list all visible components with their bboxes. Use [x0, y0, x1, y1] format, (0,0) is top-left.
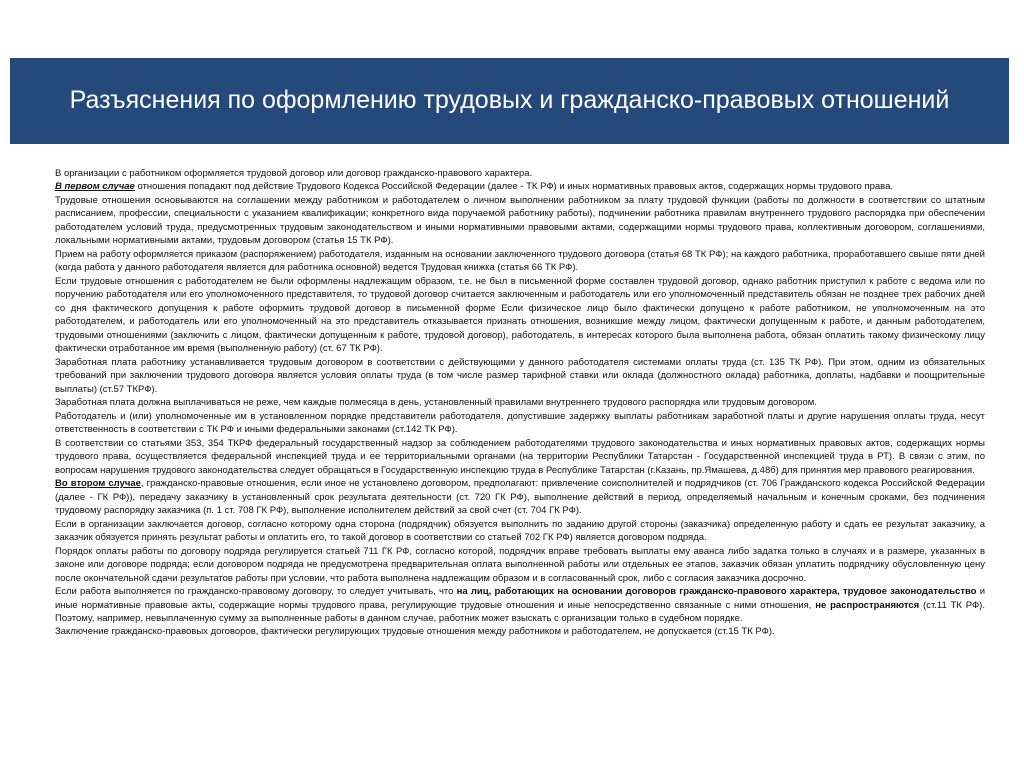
paragraph: В соответствии со статьями 353, 354 ТКРФ федеральный государственный надзор за соблюдением работодателями трудового законодательства и иных нормативных правовых актов, содержащих нормы трудового права, осуществляется федеральной инспекцией труда и ее территориальными органами (на территории Республики Татарстан - Государственной инспекцией труда в РТ). В связи с этим, по вопросам нарушения трудового законодательства следует обращаться в Государственную инспекцию труда в Республике Татарстан (г.Казань, пр.Ямашева, д.48б) для принятия мер правового реагирования.: [55, 437, 985, 476]
second-case-lead: Во втором случае: [55, 478, 141, 490]
paragraph: Если работа выполняется по гражданско-правовому договору, то следует учитывать, что на лиц, работающих на основании договоров гражданско-правового характера, трудовое законодательство и иные нормативные правовые акты, содержащие нормы трудового права, регулирующие трудовые отношения и иные непосредственно связанные с ними отношения, не распространяются (ст.11 ТК РФ). Поэтому, например, невыплаченную сумму за выполненные работы в данном случае, работник может взыскать с организации только в судебном порядке.: [55, 586, 986, 624]
paragraph: Порядок оплаты работы по договору подряда регулируется статьей 711 ГК РФ, согласно которой, подрядчик вправе требовать выплаты ему аванса либо задатка только в случаях и в размере, указанных в законе или договоре подряда; если договором подряда не предусмотрена предварительная оплата выполненной работы или отдельных ее этапов, заказчик обязан уплатить подрядчику обусловленную цену после окончательной сдачи результатов работы при условии, что работа выполнена надлежащим образом и в согласованный срок, либо с согласия заказчика досрочно.: [55, 545, 985, 584]
paragraph: Если трудовые отношения с работодателем не были оформлены надлежащим образом, т.е. не был в письменной форме составлен трудовой договор, однако работник приступил к работе с ведома или по поручению работодателя или его уполномоченного представителя, то трудовой договор считается заключенным и работодатель или его уполномоченный представитель обязан не позднее трех рабочих дней со дня фактического допущения к работе оформить трудовой договор в письменной форме Если физическое лицо было фактически допущено к работе работником, не уполномоченным на это работодателем, и работодатель или его уполномоченный на это представитель отказывается признать отношения, возникшие между лицом, фактически допущенным к работе, и данным работодателем, трудовыми отношениями (заключить с лицом, фактически допущенным к работе, трудовой договор), работодатель, в интересах которого была выполнена работа, обязан оплатить такому физическому лицу фактически отработанное им время (выполненную работу) (ст. 67 ТК РФ).: [55, 275, 985, 355]
paragraph: В первом случае отношения попадают под действие Трудового Кодекса Российской Федерации (далее - ТК РФ) и иных нормативных правовых актов, содержащих нормы трудового права.: [55, 181, 894, 193]
page-title: Разъяснения по оформлению трудовых и гражданско-правовых отношений: [69, 86, 950, 115]
first-case-lead: В первом случае: [55, 181, 135, 193]
paragraph: Работодатель и (или) уполномоченные им в установленном порядке представители работодателя, допустившие задержку выплаты работникам заработной платы и другие нарушения оплаты труда, несут ответственность в соответствии с ТК РФ и иными федеральными законами (ст.142 ТК РФ).: [55, 410, 985, 436]
document-body: [55, 167, 985, 639]
title-banner: [10, 58, 1009, 144]
paragraph: Заработная плата работнику устанавливается трудовым договором в соответствии с действующими у данного работодателя системами оплаты труда (ст. 135 ТК РФ). При этом, одним из обязательных требований при заключении трудового договора является условия оплаты труда (в том числе размер тарифной ставки или оклада (должностного оклада) работника, доплаты, надбавки и поощрительные выплаты) (ст.57 ТКРФ).: [55, 356, 985, 395]
bold-emphasis: на лиц, работающих на основании договоров гражданско-правового характера, трудовое законодательство: [456, 586, 977, 598]
paragraph: Прием на работу оформляется приказом (распоряжением) работодателя, изданным на основании заключенного трудового договора (статья 68 ТК РФ); на каждого работника, проработавшего свыше пяти дней (когда работа у данного работодателя является для работника основной) ведется Трудовая книжка (статья 66 ТК РФ).: [55, 248, 985, 274]
paragraph: Если в организации заключается договор, согласно которому одна сторона (подрядчик) обязуется выполнить по заданию другой стороны (заказчика) определенную работу и сдать ее результат заказчику, а заказчик обязуется принять результат работы и оплатить его, то такой договор в соответствии со статьей 702 ГК РФ) является договором подряда.: [55, 518, 985, 544]
paragraph: В организации с работником оформляется трудовой договор или договор гражданско-правового характера.: [55, 168, 533, 179]
paragraph: Трудовые отношения основываются на соглашении между работником и работодателем о личном выполнении работником за плату трудовой функции (работы по должности в соответствии со штатным расписанием, профессии, специальности с указанием квалификации; конкретного вида поручаемой работнику работы), подчинении работника правилам внутреннего трудового распорядка при обеспечении работодателем условий труда, предусмотренных трудовым законодательством и иными нормативными правовыми актами, содержащими нормы трудового права, коллективным договором, соглашениями, локальными нормативными актами, трудовым договором (статья 15 ТК РФ).: [55, 194, 985, 247]
bold-emphasis: не распространяются: [815, 599, 920, 611]
paragraph: Заработная плата должна выплачиваться не реже, чем каждые полмесяца в день, установленный правилами внутреннего трудового распорядка или трудовым договором.: [55, 397, 817, 409]
paragraph: Во втором случае, гражданско-правовые отношения, если иное не установлено договором, предполагают: привлечение соисполнителей и подрядчиков (ст. 706 Гражданского кодекса Российской Федерации (далее - ГК РФ)), передачу заказчику в установленный срок результата деятельности (ст. 720 ГК РФ), выполнение действий в период, определяемый начальным и конечным сроками, без подчинения трудовому распорядку заказчика (п. 1 ст. 708 ГК РФ), выполнение исполнителем действий за свой счет (ст. 704 ГК РФ).: [55, 478, 985, 517]
paragraph: Заключение гражданско-правовых договоров, фактически регулирующих трудовые отношения между работником и работодателем, не допускается (ст.15 ТК РФ).: [55, 626, 775, 638]
